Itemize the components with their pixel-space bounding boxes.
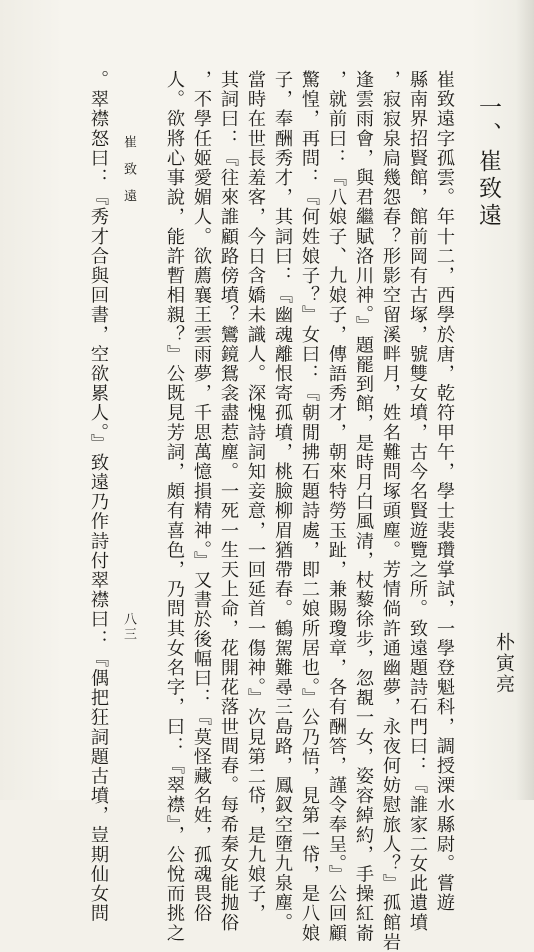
page-edge-shadow xyxy=(516,0,534,800)
body-column: 。翠襟怒曰：『秀才合與回書，空欲累人。』致遠乃作詩付翠襟曰：『偶把狂詞題古墳，豈期仙女問 xyxy=(88,70,109,924)
body-column: 其詞曰：『往來誰顧路傍墳？鸞鏡鴛衾盡惹塵。一死一生天上命，花開花落世間春。每希秦女能抛俗 xyxy=(218,70,239,933)
body-column: 人。欲將心事說，能許暫相親？』公既見芳詞，頗有喜色，乃問其女名字，曰：『翠襟』，公悅而挑之 xyxy=(164,70,185,943)
page-number: 八三 xyxy=(121,612,136,642)
body-column: 當時在世長羞客，今日含嬌未識人。深愧詩詞知妾意，一回延首一傷神。』次見第二帒，是九娘子， xyxy=(245,70,266,924)
body-column: 逢雲雨會，與君繼賦洛川神。』題罷到館，是時月白風清，杖藜徐步，忽覩一女，姿容綽約，手操紅嵛 xyxy=(353,70,374,943)
section-heading: 一、崔致遠 xyxy=(475,95,501,230)
running-title: 崔致遠 xyxy=(121,135,136,216)
body-column: ，寂寂泉扃幾怨春？形影空留溪畔月，姓名難問塚頭塵。芳情倘許通幽夢，永夜何妨慰旅人？』孤館岩 xyxy=(380,70,401,952)
body-column: 驚惶，再問：『何姓娘子？』女曰：『朝閒拂石題詩處，即二娘所居也。』公乃悟，見第一帒，是八娘 xyxy=(299,70,320,943)
body-column: 子，奉酬秀才，其詞曰：『幽魂離恨寄孤墳，桃臉柳眉猶帶春。鶴駕難尋三島路，鳳釵空墮九泉塵。 xyxy=(272,70,293,933)
body-column: 崔致遠字孤雲。年十二，西學於唐，乾符甲午，學士裴瓚掌試，一學登魁科，調授溧水縣尉。嘗遊 xyxy=(434,70,455,913)
body-column: ，不學任姬愛媚人。欲薦襄王雲雨夢，千思萬憶損精神。』又書於後幅曰：『莫怪藏名姓，孤魂畏俗 xyxy=(191,70,212,924)
body-column: 縣南界招賢館，館前岡有古塚，號雙女墳，古今名賢遊覽之所。致遠題詩石門曰：『誰家二女此遺墳 xyxy=(407,70,428,933)
author-name: 朴寅亮 xyxy=(493,632,515,695)
body-column: ，就前曰：『八娘子、九娘子，傳語秀才，朝來特勞玉趾，兼賜瓊章，各有酬答，謹令奉呈。』公回顧 xyxy=(326,70,347,943)
